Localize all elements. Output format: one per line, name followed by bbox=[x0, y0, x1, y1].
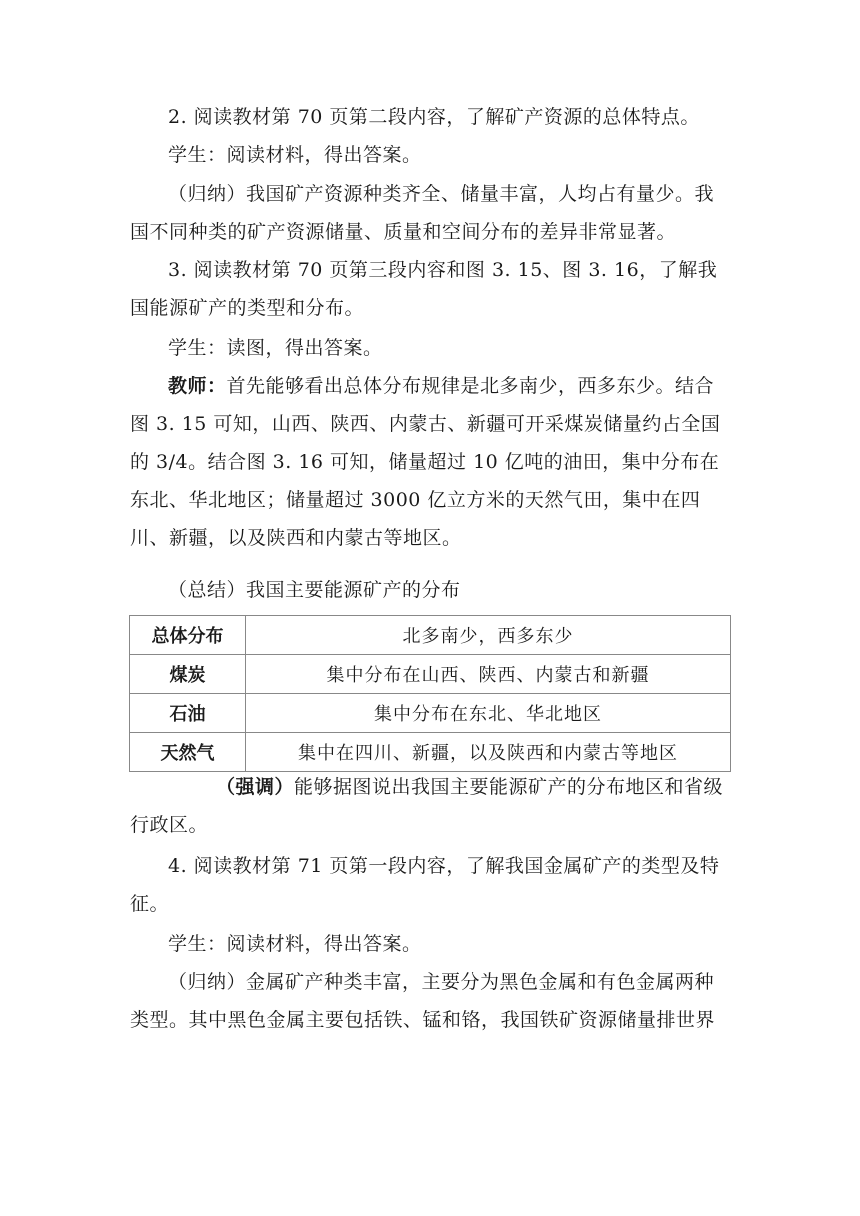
energy-distribution-table bbox=[129, 615, 731, 772]
teacher-text: 首先能够看出总体分布规律是北多南少，西多东少。结合图 3. 15 可知，山西、陕西、内蒙古、新疆可开采煤炭储量约占全国的 3/4。结合图 3. 16 可知，储量超过 10 亿吨的油田，集中分布在东北、华北地区；储量超过 3000 亿立方米的天然气田，集中在四川、新疆，以及陕西和内蒙古等地区。 bbox=[130, 375, 721, 549]
table-value-cell: 集中分布在山西、陕西、内蒙古和新疆 bbox=[246, 655, 731, 694]
paragraph-teacher bbox=[130, 367, 730, 557]
emphasis-tag: （强调） bbox=[216, 776, 295, 798]
conclusion-tag: （总结） bbox=[168, 579, 247, 601]
table-row bbox=[130, 616, 731, 655]
table-key-cell: 总体分布 bbox=[130, 616, 246, 655]
paragraph-summary-2 bbox=[130, 963, 730, 1039]
conclusion-text: 我国主要能源矿产的分布 bbox=[246, 579, 461, 601]
summary-text: 我国矿产资源种类齐全、储量丰富，人均占有量少。我国不同种类的矿产资源储量、质量和空间分布的差异非常显著。 bbox=[130, 183, 715, 243]
summary-tag: （归纳） bbox=[168, 183, 247, 205]
summary-text-2: 金属矿产种类丰富，主要分为黑色金属和有色金属两种类型。其中黑色金属主要包括铁、锰和铬，我国铁矿资源储量排世界 bbox=[130, 971, 716, 1031]
table-value-cell: 集中在四川、新疆，以及陕西和内蒙古等地区 bbox=[246, 733, 731, 772]
table-row bbox=[130, 655, 731, 694]
paragraph-step-4: 4. 阅读教材第 71 页第一段内容，了解我国金属矿产的类型及特征。 bbox=[130, 855, 720, 915]
table-row bbox=[130, 694, 731, 733]
paragraph-summary-1 bbox=[130, 175, 730, 251]
table-key-cell: 天然气 bbox=[130, 733, 246, 772]
paragraph-student-answer-3: 学生：阅读材料，得出答案。 bbox=[168, 933, 422, 955]
paragraph-emphasis bbox=[130, 768, 730, 844]
paragraph-step-3: 3. 阅读教材第 70 页第三段内容和图 3. 15、图 3. 16，了解我国能源矿产的类型和分布。 bbox=[130, 259, 718, 319]
paragraph-student-answer-1: 学生：阅读材料，得出答案。 bbox=[168, 144, 422, 166]
table-key-cell: 煤炭 bbox=[130, 655, 246, 694]
table-row bbox=[130, 733, 731, 772]
paragraph-student-answer-2: 学生：读图，得出答案。 bbox=[168, 337, 383, 359]
emphasis-text: 能够据图说出我国主要能源矿产的分布地区和省级行政区。 bbox=[130, 776, 724, 836]
teacher-tag: 教师： bbox=[168, 375, 227, 397]
table-value-cell: 北多南少，西多东少 bbox=[246, 616, 731, 655]
table-key-cell: 石油 bbox=[130, 694, 246, 733]
summary-tag-2: （归纳） bbox=[168, 971, 247, 993]
paragraph-conclusion bbox=[130, 571, 730, 609]
paragraph-step-2: 2. 阅读教材第 70 页第二段内容，了解矿产资源的总体特点。 bbox=[168, 106, 700, 128]
table-value-cell: 集中分布在东北、华北地区 bbox=[246, 694, 731, 733]
